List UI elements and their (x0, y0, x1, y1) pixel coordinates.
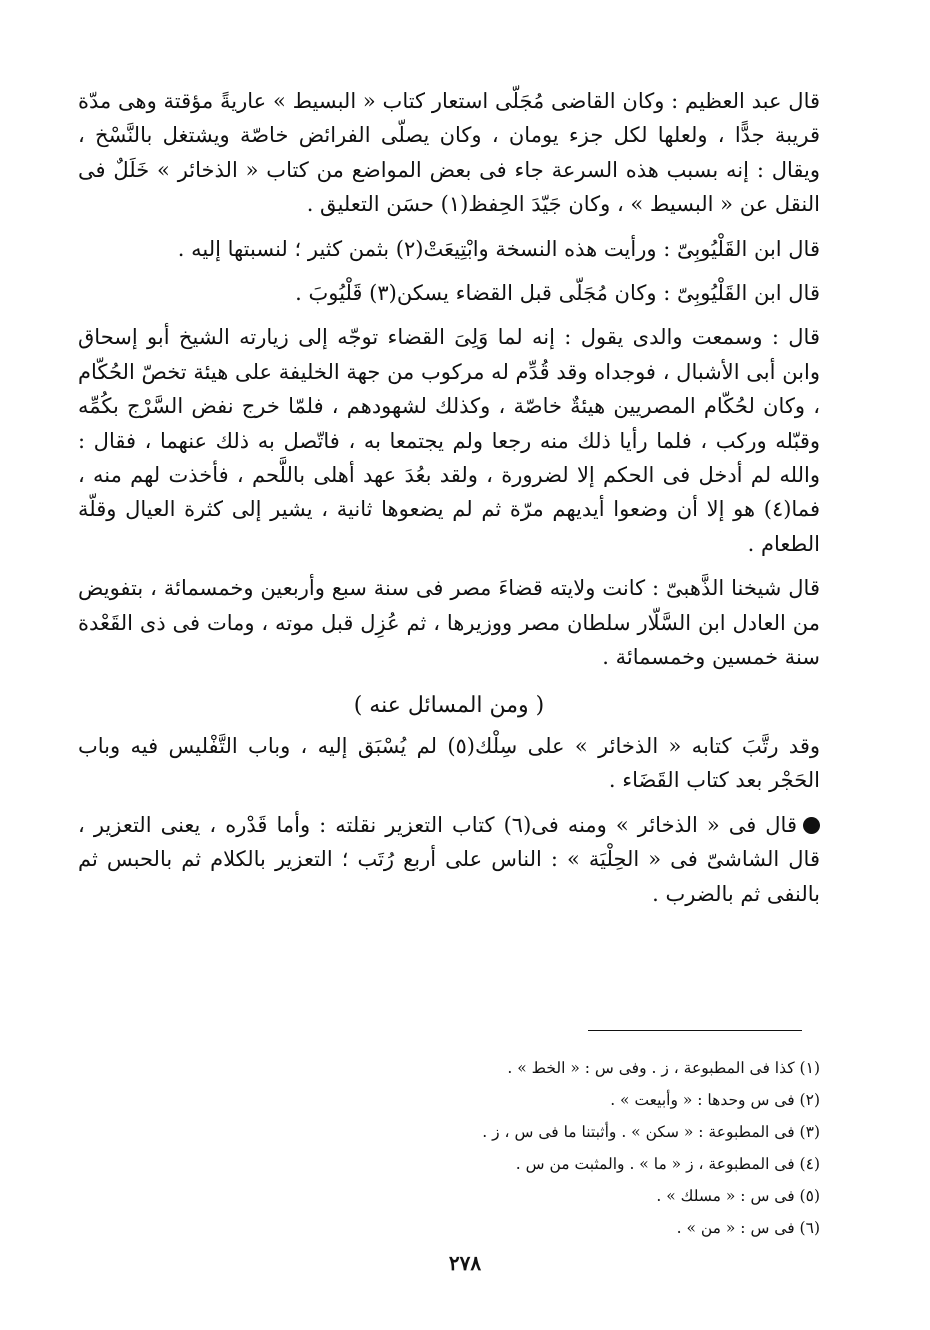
footnote-6: (٦) فى س : « من » . (676, 1219, 820, 1237)
footnote-1: (١) كذا فى المطبوعة ، ز . وفى س : « الخط » . (507, 1059, 820, 1077)
page-number: ٢٧٨ (448, 1251, 482, 1275)
footnotes (240, 1052, 820, 1244)
paragraph-7-text: قال فى « الذخائر » ومنه فى(٦) كتاب التعزير نقلته : وأما قَدْره ، يعنى التعزير ، قال الشاشىّ فى « الحِلْيَة » : الناس على أربع رُتَب ؛ التعزير بالكلام ثم بالحبس ثم بالنفى ثم بالضرب . (78, 812, 820, 906)
main-text (78, 84, 820, 911)
paragraph-4: قال : وسمعت والدى يقول : إنه لما وَلِىَ القضاء توجّه إلى زيارته الشيخ أبو إسحاق وابن أبى الأشبال ، فوجداه وقد قُدِّم له مركوب من جهة الخليفة على هيئة تخصّ الحُكّام ، وكان لحُكّام المصريين هيئةٌ خاصّة ، وكذلك لشهودهم ، فلمّا خرج نفض السَّرْج بكُمِّه وقبّله وركب ، فلما رأيا ذلك منه رجعا ولم يجتمعا به ، فاتّصل به ذلك عنهما ، فقال : والله لم أدخل فى الحكم إلا لضرورة ، ولقد بعُدَ عهد أهلى باللَّحم ، فأخذت لهم منه ، فما(٤) هو إلا أن وضعوا أيديهم مرّة ثم لم يضعوها ثانية ، يشير إلى كثرة العيال وقلّة الطعام . (78, 325, 820, 556)
section-heading: ( ومن المسائل عنه ) (353, 692, 545, 718)
paragraph-2: قال ابن القَلْيُوبِىّ : ورأيت هذه النسخة وابْتِيعَتْ(٢) بثمن كثير ؛ لنسبتها إليه . (177, 236, 820, 261)
footnote-3: (٣) فى المطبوعة : « سكن » . وأثبتنا ما فى س ، ز . (482, 1123, 820, 1141)
footnote-divider (588, 1030, 802, 1031)
paragraph-1: قال عبد العظيم : وكان القاضى مُجَلّى استعار كتاب « البسيط » عاريةً مؤقتة وهى مدّة قريبة جدًّا ، ولعلها لكل جزء يومان ، وكان يصلّى الفرائض خاصّة ويشتغل بالنَّسْخ ، ويقال : إنه بسبب هذه السرعة جاء فى بعض المواضع من كتاب « الذخائر » خَلَلٌ فى النقل عن « البسيط » ، وكان جَيّدَ الحِفظ(١) حسَن التعليق . (78, 89, 820, 217)
footnote-2: (٢) فى س وحدها : « وأبيعت » . (610, 1091, 820, 1109)
paragraph-5: قال شيخنا الذَّهبىّ : كانت ولايته قضاءَ مصر فى سنة سبع وأربعين وخمسمائة ، بتفويض من العادل ابن السَّلّار سلطان مصر ووزيرها ، ثم عُزِل قبل موته ، ومات فى ذى القَعْدة سنة خمسين وخمسمائة . (78, 576, 820, 670)
bullet-icon (803, 817, 820, 834)
paragraph-6: وقد رتَّبَ كتابه « الذخائر » على سِلْك(٥) لم يُسْبَق إليه ، وباب التَّفْليس فيه وباب الحَجْر بعد كتاب القَضَاء . (78, 733, 821, 793)
paragraph-7 (78, 808, 820, 911)
footnote-4: (٤) فى المطبوعة ، ز « ما » . والمثبت من س . (515, 1155, 820, 1173)
paragraph-3: قال ابن القَلْيُوبِىّ : وكان مُجَلّى قبل القضاء يسكن(٣) قَلْيُوبَ . (295, 281, 820, 306)
footnote-5: (٥) فى س : « مسلك » . (656, 1187, 820, 1205)
